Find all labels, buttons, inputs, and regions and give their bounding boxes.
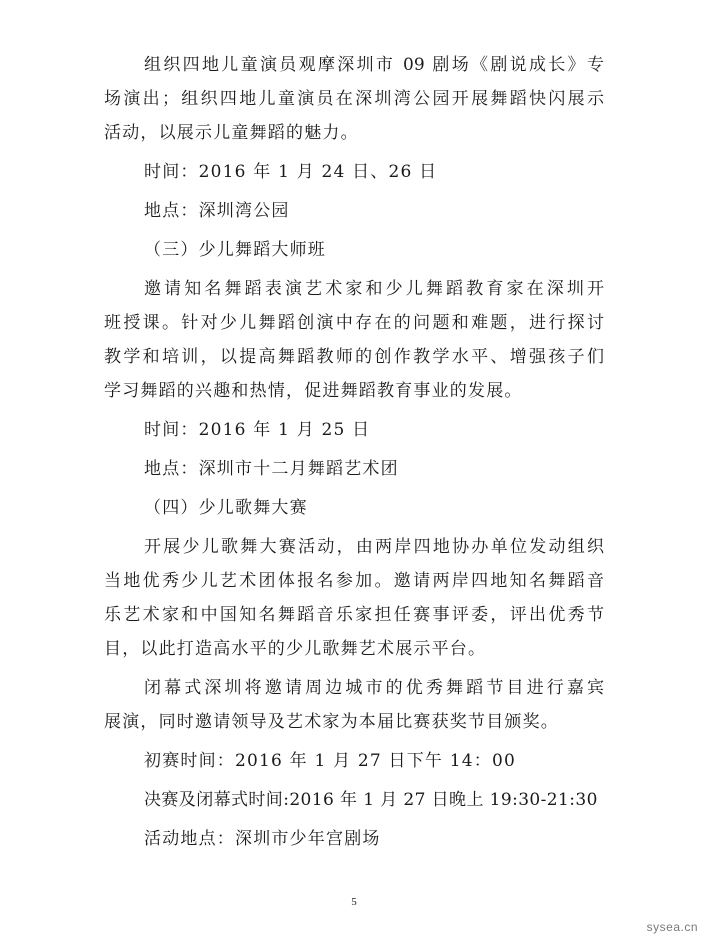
paragraph-line: 乐艺术家和中国知名舞蹈音乐家担任赛事评委，评出优秀节 (104, 605, 604, 625)
event-venue: 活动地点：深圳市少年宫剧场 (144, 829, 381, 849)
final-time: 决赛及闭幕式时间:2016 年 1 月 27 日晚上 19:30-21:30 (144, 790, 598, 810)
prelim-time: 初赛时间：2016 年 1 月 27 日下午 14：00 (144, 751, 516, 771)
paragraph-line: 闭幕式深圳将邀请周边城市的优秀舞蹈节目进行嘉宾 (144, 678, 604, 698)
page-number: 5 (351, 896, 357, 908)
paragraph-line: 教学和培训，以提高舞蹈教师的创作教学水平、增强孩子们 (104, 347, 604, 367)
paragraph-line: 当地优秀少儿艺术团体报名参加。邀请两岸四地知名舞蹈音 (104, 571, 604, 591)
document-body (104, 48, 604, 856)
watermark: sysea.cn (646, 920, 698, 934)
event-time: 时间：2016 年 1 月 25 日 (144, 420, 371, 440)
event-place: 地点：深圳市十二月舞蹈艺术团 (144, 459, 399, 479)
paragraph-line: 展演，同时邀请领导及艺术家为本届比赛获奖节目颁奖。 (104, 712, 559, 732)
event-time: 时间：2016 年 1 月 24 日、26 日 (144, 162, 438, 182)
paragraph-line: 目，以此打造高水平的少儿歌舞艺术展示平台。 (104, 639, 487, 659)
paragraph-line: 组织四地儿童演员观摩深圳市 09 剧场《剧说成长》专 (144, 55, 604, 75)
paragraph-line: 开展少儿歌舞大赛活动，由两岸四地协办单位发动组织 (144, 537, 604, 557)
paragraph-line: 班授课。针对少儿舞蹈创演中存在的问题和难题，进行探讨 (104, 313, 604, 333)
paragraph-line: 活动，以展示儿童舞蹈的魅力。 (104, 123, 359, 143)
section-heading: （三）少儿舞蹈大师班 (144, 240, 326, 260)
paragraph-line: 场演出；组织四地儿童演员在深圳湾公园开展舞蹈快闪展示 (104, 89, 604, 109)
section-heading: （四）少儿歌舞大赛 (144, 498, 308, 518)
event-place: 地点：深圳湾公园 (144, 201, 290, 221)
paragraph-line: 邀请知名舞蹈表演艺术家和少儿舞蹈教育家在深圳开 (144, 279, 604, 299)
paragraph-line: 学习舞蹈的兴趣和热情，促进舞蹈教育事业的发展。 (104, 381, 523, 401)
